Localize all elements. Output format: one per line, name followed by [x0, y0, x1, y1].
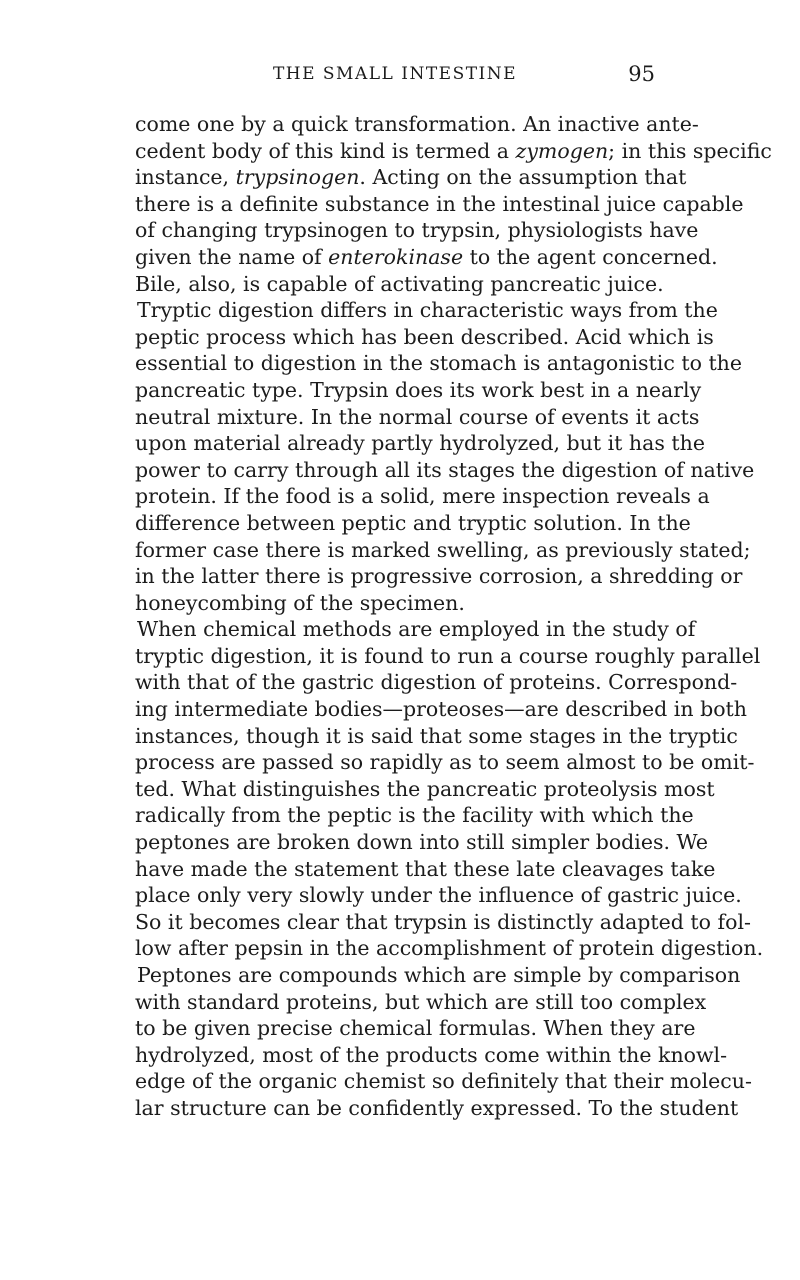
text-line: have made the statement that these late cleavages take: [135, 856, 716, 881]
text-line: [135, 138, 772, 165]
text-line: [135, 244, 718, 271]
paragraph: [135, 111, 772, 297]
text-line: tryptic digestion, it is found to run a course roughly parallel: [135, 643, 761, 668]
emphasis-trypsinogen: trypsinogen: [235, 165, 360, 190]
paragraph: [135, 962, 752, 1122]
text-line: When chemical methods are employed in the study of: [137, 617, 696, 642]
text-line: to be given precise chemical formulas. When they are: [135, 1016, 696, 1041]
paragraph: [135, 297, 755, 616]
text-line: upon material already partly hydrolyzed, but it has the: [135, 431, 705, 456]
text-line: radically from the peptic is the facility with which the: [135, 803, 694, 828]
text-line: honeycombing of the specimen.: [135, 590, 465, 615]
running-title: THE SMALL INTESTINE: [272, 64, 518, 84]
text-line: process are passed so rapidly as to seem almost to be omit-: [135, 750, 755, 775]
text-line: low after pepsin in the accomplishment of protein digestion.: [135, 936, 764, 961]
text-line: ted. What distinguishes the pancreatic proteolysis most: [135, 776, 715, 801]
text-line: lar structure can be confidently expressed. To the student: [135, 1095, 739, 1120]
text-line: in the latter there is progressive corrosion, a shredding or: [135, 564, 743, 589]
emphasis-zymogen: zymogen: [515, 138, 609, 163]
body-text: [135, 111, 772, 1122]
text-fragment: cedent body of this kind is termed a: [135, 138, 516, 163]
text-line: former case there is marked swelling, as previously stated;: [135, 537, 751, 562]
text-line: ing intermediate bodies—proteoses—are described in both: [135, 697, 747, 722]
text-fragment: instance,: [135, 165, 236, 190]
text-line: So it becomes clear that trypsin is distinctly adapted to fol-: [135, 909, 751, 934]
text-line: peptones are broken down into still simpler bodies. We: [135, 830, 709, 855]
text-fragment: . Acting on the assumption that: [359, 165, 687, 190]
text-line: with standard proteins, but which are still too complex: [135, 989, 707, 1014]
text-line: power to carry through all its stages the digestion of native: [135, 457, 755, 482]
text-line: Peptones are compounds which are simple by comparison: [137, 963, 741, 987]
text-line: pancreatic type. Trypsin does its work best in a nearly: [135, 377, 702, 402]
text-line: [135, 164, 687, 191]
paragraph: [135, 616, 764, 962]
text-line: hydrolyzed, most of the products come within the knowl-: [135, 1042, 728, 1067]
text-line: protein. If the food is a solid, mere inspection reveals a: [135, 484, 710, 509]
emphasis-enterokinase: enterokinase: [328, 244, 464, 269]
text-line: with that of the gastric digestion of proteins. Correspond-: [135, 670, 738, 695]
running-head: [135, 62, 655, 92]
text-line: peptic process which has been described. Acid which is: [135, 324, 714, 349]
text-line: Tryptic digestion differs in characteristic ways from the: [137, 298, 718, 323]
text-fragment: given the name of: [135, 244, 329, 269]
text-line: of changing trypsinogen to trypsin, physiologists have: [135, 218, 699, 243]
text-line: come one by a quick transformation. An inactive ante-: [135, 112, 699, 136]
text-line: essential to digestion in the stomach is antagonistic to the: [135, 351, 743, 376]
text-fragment: to the agent concerned.: [463, 244, 718, 269]
text-fragment: ; in this specific: [608, 138, 772, 163]
text-line: neutral mixture. In the normal course of events it acts: [135, 404, 700, 429]
text-line: there is a definite substance in the intestinal juice capable: [135, 191, 744, 216]
text-line: place only very slowly under the influence of gastric juice.: [135, 883, 742, 908]
text-line: edge of the organic chemist so definitely that their molecu-: [135, 1069, 752, 1094]
page-number: 95: [628, 62, 655, 86]
text-line: instances, though it is said that some stages in the tryptic: [135, 723, 738, 748]
text-line: difference between peptic and tryptic solution. In the: [135, 510, 691, 535]
text-line: Bile, also, is capable of activating pancreatic juice.: [135, 271, 664, 296]
